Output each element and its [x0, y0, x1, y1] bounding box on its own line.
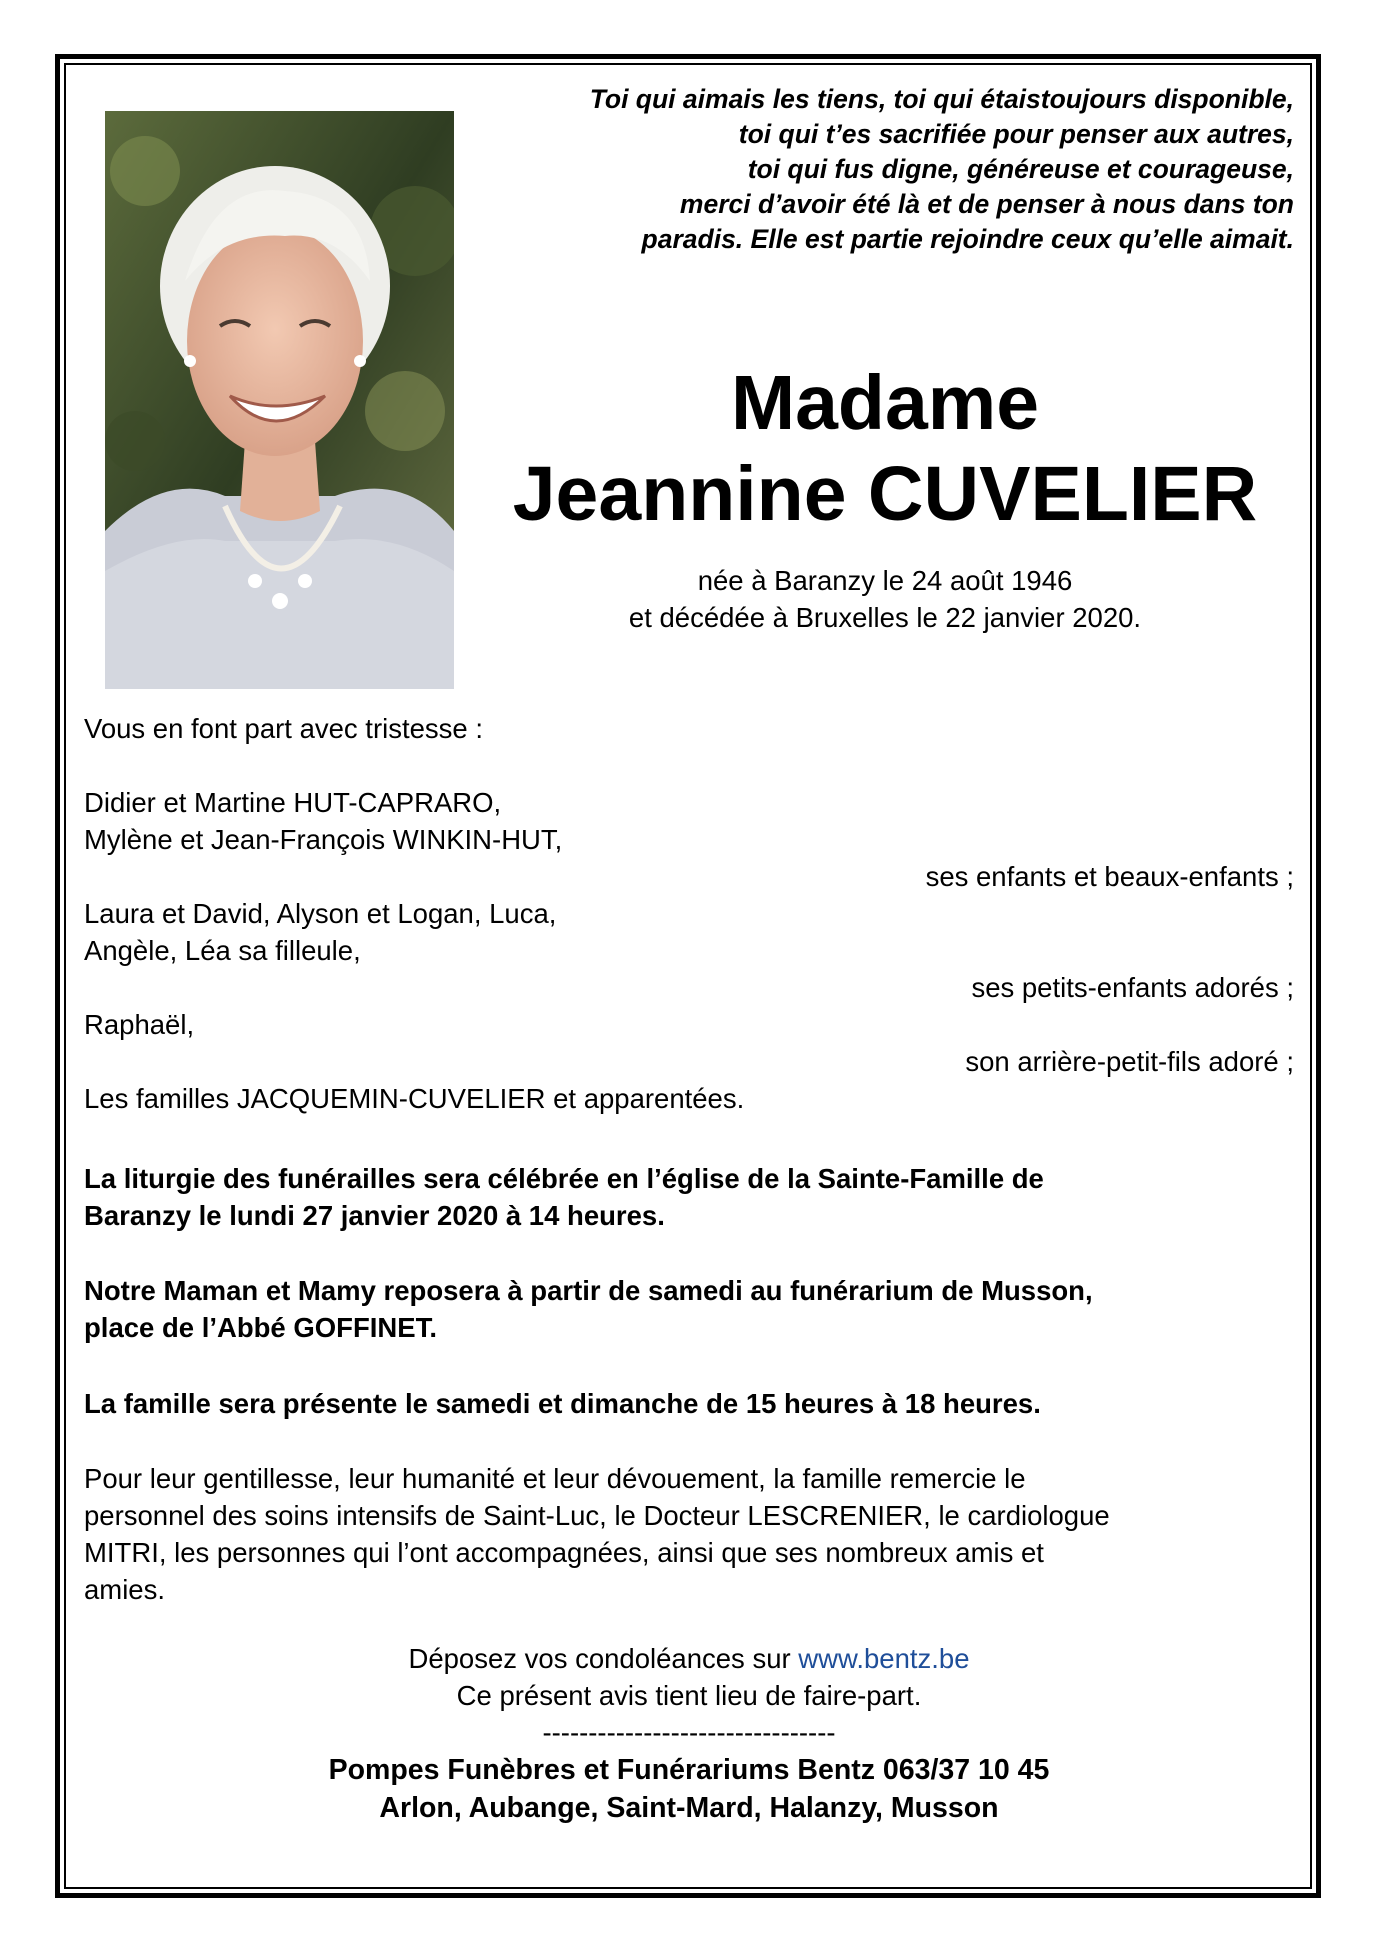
- presence-line: La famille sera présente le samedi et dimanche de 15 heures à 18 heures.: [84, 1388, 1041, 1419]
- liturgy-line: La liturgie des funérailles sera célébrée en l’église de la Sainte-Famille de: [84, 1163, 1044, 1194]
- presence-section: [84, 1385, 1294, 1422]
- thanks-line: personnel des soins intensifs de Saint-Luc, le Docteur LESCRENIER, le cardiologue: [84, 1500, 1110, 1531]
- website-link[interactable]: www.bentz.be: [798, 1643, 970, 1674]
- poem-line: toi qui t’es sacrifiée pour penser aux autres,: [738, 119, 1294, 149]
- liturgy-line: Baranzy le lundi 27 janvier 2020 à 14 heures.: [84, 1200, 665, 1231]
- grandchildren-line: Laura et David, Alyson et Logan, Luca,: [84, 898, 557, 929]
- announce-text: Vous en font part avec tristesse :: [84, 713, 483, 744]
- rest-line: place de l’Abbé GOFFINET.: [84, 1312, 437, 1343]
- poem-block: [434, 82, 1294, 257]
- locations-line: Arlon, Aubange, Saint-Mard, Halanzy, Musson: [379, 1792, 999, 1824]
- thanks-line: amies.: [84, 1574, 165, 1605]
- children-line: Didier et Martine HUT-CAPRARO,: [84, 787, 502, 818]
- poem-line: merci d’avoir été là et de penser à nous dans ton: [679, 189, 1294, 219]
- title-honorific: Madame: [730, 360, 1040, 446]
- footer: [84, 1640, 1294, 1827]
- families-line: Les familles JACQUEMIN-CUVELIER et apparentées.: [84, 1083, 745, 1114]
- death-date: et décédée à Bruxelles le 22 janvier 2020.: [628, 602, 1142, 633]
- rest-line: Notre Maman et Mamy reposera à partir de samedi au funérarium de Musson,: [84, 1275, 1093, 1306]
- children-line: Mylène et Jean-François WINKIN-HUT,: [84, 824, 563, 855]
- portrait-photo: [105, 111, 454, 689]
- birth-date: née à Baranzy le 24 août 1946: [697, 565, 1073, 596]
- company-line: Pompes Funèbres et Funérariums Bentz 063/37 10 45: [328, 1754, 1050, 1786]
- children-label: ses enfants et beaux-enfants ;: [925, 861, 1294, 892]
- condolences-line: [84, 1640, 1294, 1677]
- poem-line: toi qui fus digne, généreuse et courageuse,: [747, 154, 1294, 184]
- separator-line: --------------------------------: [542, 1717, 836, 1748]
- thanks-line: Pour leur gentillesse, leur humanité et leur dévouement, la famille remercie le: [84, 1463, 1026, 1494]
- family-section: [84, 710, 1294, 1117]
- grandchildren-label: ses petits-enfants adorés ;: [971, 972, 1294, 1003]
- deceased-name: Jeannine CUVELIER: [512, 451, 1258, 537]
- grandchildren-line: Angèle, Léa sa filleule,: [84, 935, 361, 966]
- condolences-prefix: Déposez vos condoléances sur: [408, 1643, 799, 1674]
- great-grandchild-line: Raphaël,: [84, 1009, 195, 1040]
- thanks-line: MITRI, les personnes qui l’ont accompagnées, ainsi que ses nombreux amis et: [84, 1537, 1044, 1568]
- notice-line: Ce présent avis tient lieu de faire-part.: [456, 1680, 922, 1711]
- life-dates: [470, 562, 1300, 636]
- rest-section: [84, 1272, 1294, 1346]
- liturgy-section: [84, 1160, 1294, 1234]
- poem-line: Toi qui aimais les tiens, toi qui étaistoujours disponible,: [589, 84, 1294, 114]
- thanks-section: [84, 1460, 1294, 1608]
- great-grandchild-label: son arrière-petit-fils adoré ;: [965, 1046, 1294, 1077]
- poem-line: paradis. Elle est partie rejoindre ceux qu’elle aimait.: [641, 224, 1294, 254]
